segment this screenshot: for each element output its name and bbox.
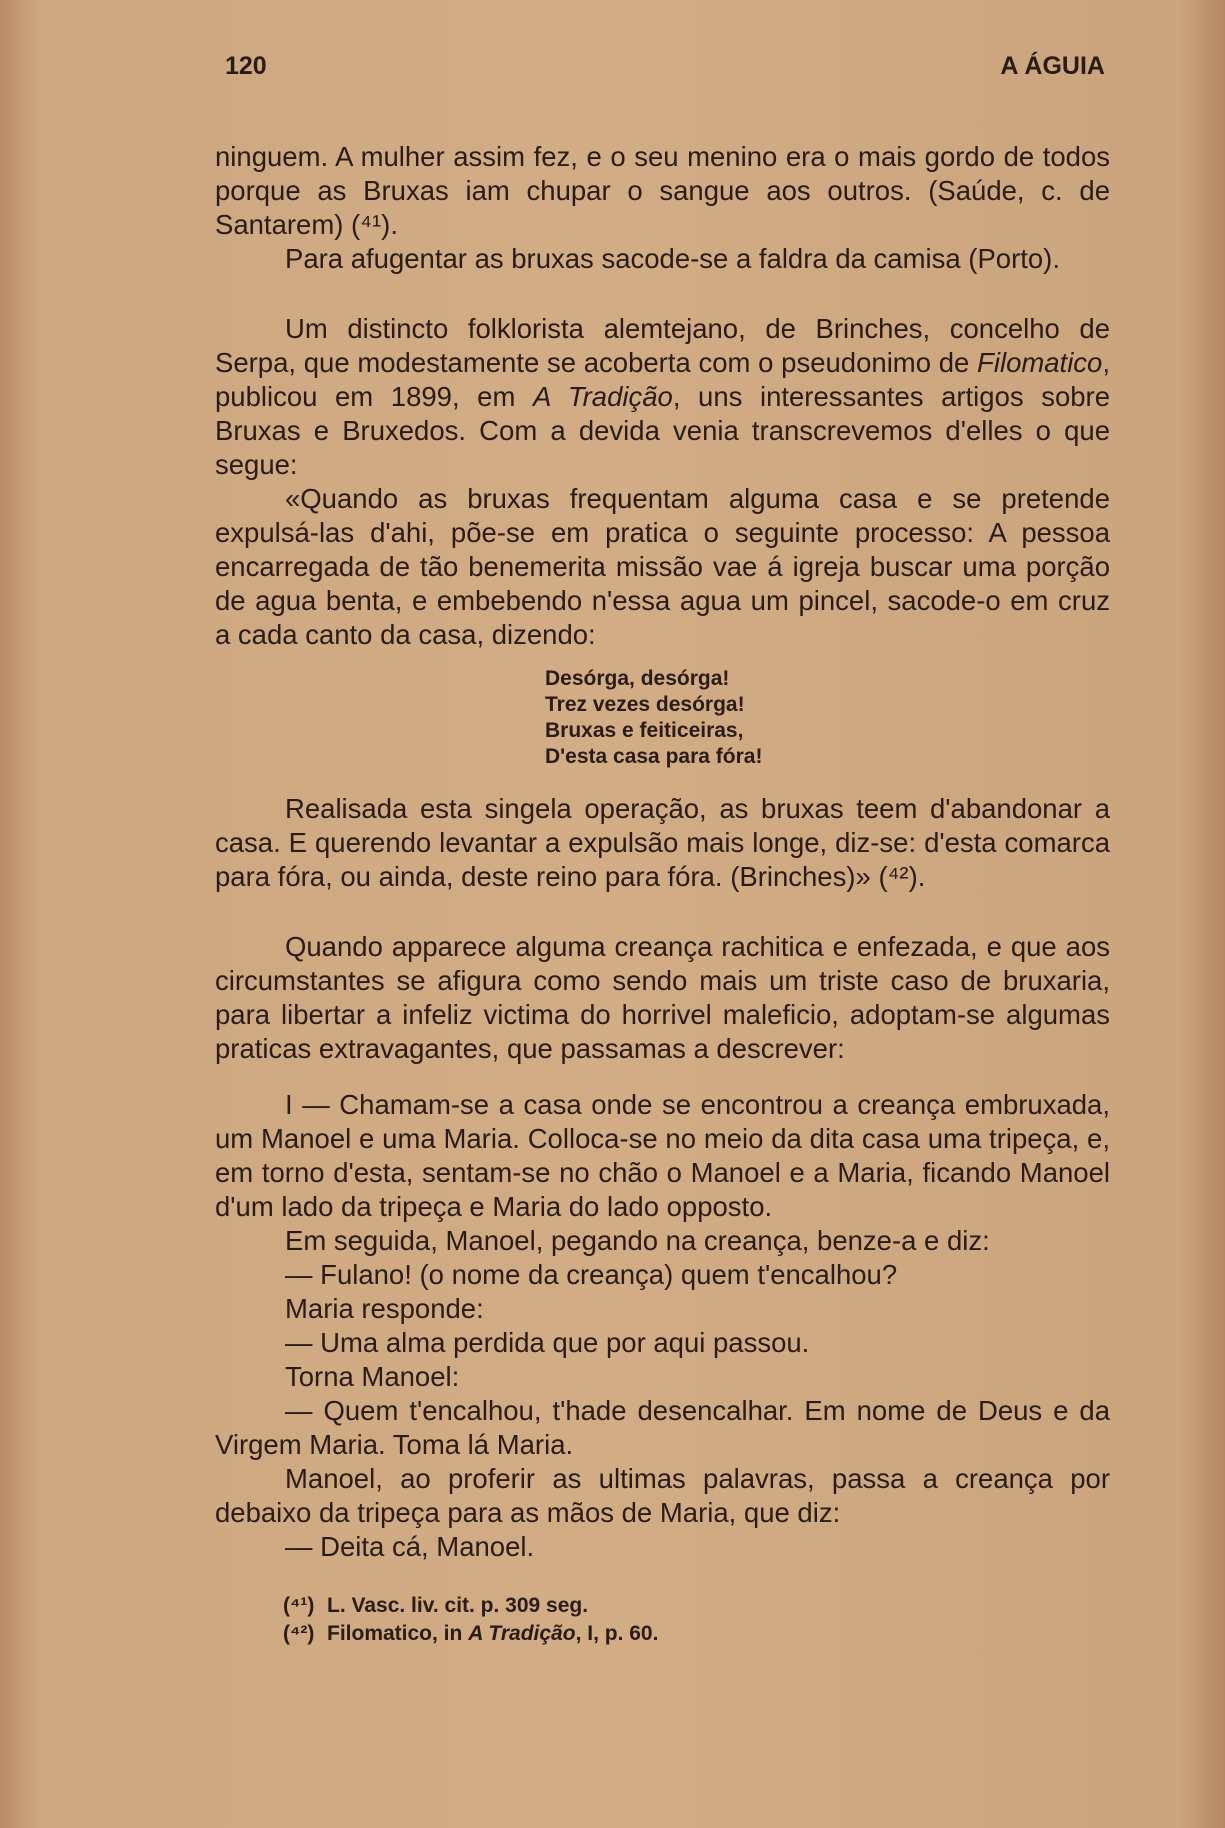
footnote-text: L. Vasc. liv. cit. p. 309 seg.	[327, 1594, 589, 1617]
footnotes	[283, 1592, 1110, 1648]
paragraph: Para afugentar as bruxas sacode-se a faldra da camisa (Porto).	[285, 243, 1060, 274]
footnote-ref: (⁴²)	[283, 1622, 315, 1645]
paragraph: ninguem. A mulher assim fez, e o seu menino era o mais gordo de todos porque as Bruxas iam chupar o sangue aos outros. (Saúde, c. de Santarem) (⁴¹).	[215, 141, 1110, 240]
page-body	[215, 140, 1110, 1648]
paragraph: Torna Manoel:	[285, 1361, 460, 1392]
footnote-text: , I, p. 60.	[575, 1622, 659, 1645]
paragraph: Em seguida, Manoel, pegando na creança, benze-a e diz:	[285, 1225, 990, 1256]
paragraph: Realisada esta singela operação, as bruxas teem d'abandonar a casa. E querendo levantar a expulsão mais longe, diz-se: d'esta comarca para fóra, ou ainda, deste reino para fóra. (Brinches)» (⁴²).	[215, 793, 1110, 892]
running-title: A ÁGUIA	[1000, 52, 1105, 80]
footnote	[283, 1592, 1110, 1620]
journal-title: A Tradição	[532, 381, 673, 412]
verse-line: D'esta casa para fóra!	[545, 745, 763, 768]
verse-line: Desórga, desórga!	[545, 667, 730, 690]
footnote-title: A Tradição	[468, 1622, 576, 1645]
dialogue-line: — Uma alma perdida que por aqui passou.	[285, 1327, 810, 1358]
dialogue-line: — Fulano! (o nome da creança) quem t'encalhou?	[285, 1259, 898, 1290]
footnote	[283, 1620, 1110, 1648]
footnote-ref: (⁴¹)	[283, 1594, 315, 1617]
paragraph: Manoel, ao proferir as ultimas palavras, passa a creança por debaixo da tripeça para as mãos de Maria, que diz:	[215, 1463, 1110, 1528]
paragraph: Um distincto folklorista alemtejano, de Brinches, concelho de Serpa, que modestamente se acoberta com o pseudonimo de Filomatico, publicou em 1899, em A Tradição, uns interessantes artigos sobre Bruxas e Bruxedos. Com a devida venia transcrevemos d'elles o que segue:	[215, 313, 1110, 480]
page-header	[225, 52, 1105, 81]
verse-line: Bruxas e feiticeiras,	[545, 719, 744, 742]
dialogue-line: — Deita cá, Manoel.	[285, 1531, 535, 1562]
paragraph: Quando apparece alguma creança rachitica e enfezada, e que aos circumstantes se afigura como sendo mais um triste caso de bruxaria, para libertar a infeliz victima do horrivel maleficio, adoptam-se algumas praticas extravagantes, que passamas a descrever:	[215, 931, 1110, 1064]
pseudonym: Filomatico	[977, 347, 1103, 378]
footnote-text: Filomatico, in	[327, 1622, 469, 1645]
verse-block	[545, 666, 1110, 770]
paragraph: «Quando as bruxas frequentam alguma casa e se pretende expulsá-las d'ahi, põe-se em pratica o seguinte processo: A pessoa encarregada de tão benemerita missão vae á igreja buscar uma porção de agua benta, e embebendo n'essa agua um pincel, sacode-o em cruz a cada canto da casa, dizendo:	[215, 483, 1110, 650]
paragraph: I — Chamam-se a casa onde se encontrou a creança embruxada, um Manoel e uma Maria. Colloca-se no meio da dita casa uma tripeça, e, em torno d'esta, sentam-se no chão o Manoel e a Maria, ficando Manoel d'um lado da tripeça e Maria do lado opposto.	[215, 1089, 1110, 1222]
page-number: 120	[225, 52, 267, 80]
paragraph: Maria responde:	[285, 1293, 484, 1324]
verse-line: Trez vezes desórga!	[545, 693, 745, 716]
dialogue-line: — Quem t'encalhou, t'hade desencalhar. Em nome de Deus e da Virgem Maria. Toma lá Maria.	[215, 1395, 1110, 1460]
